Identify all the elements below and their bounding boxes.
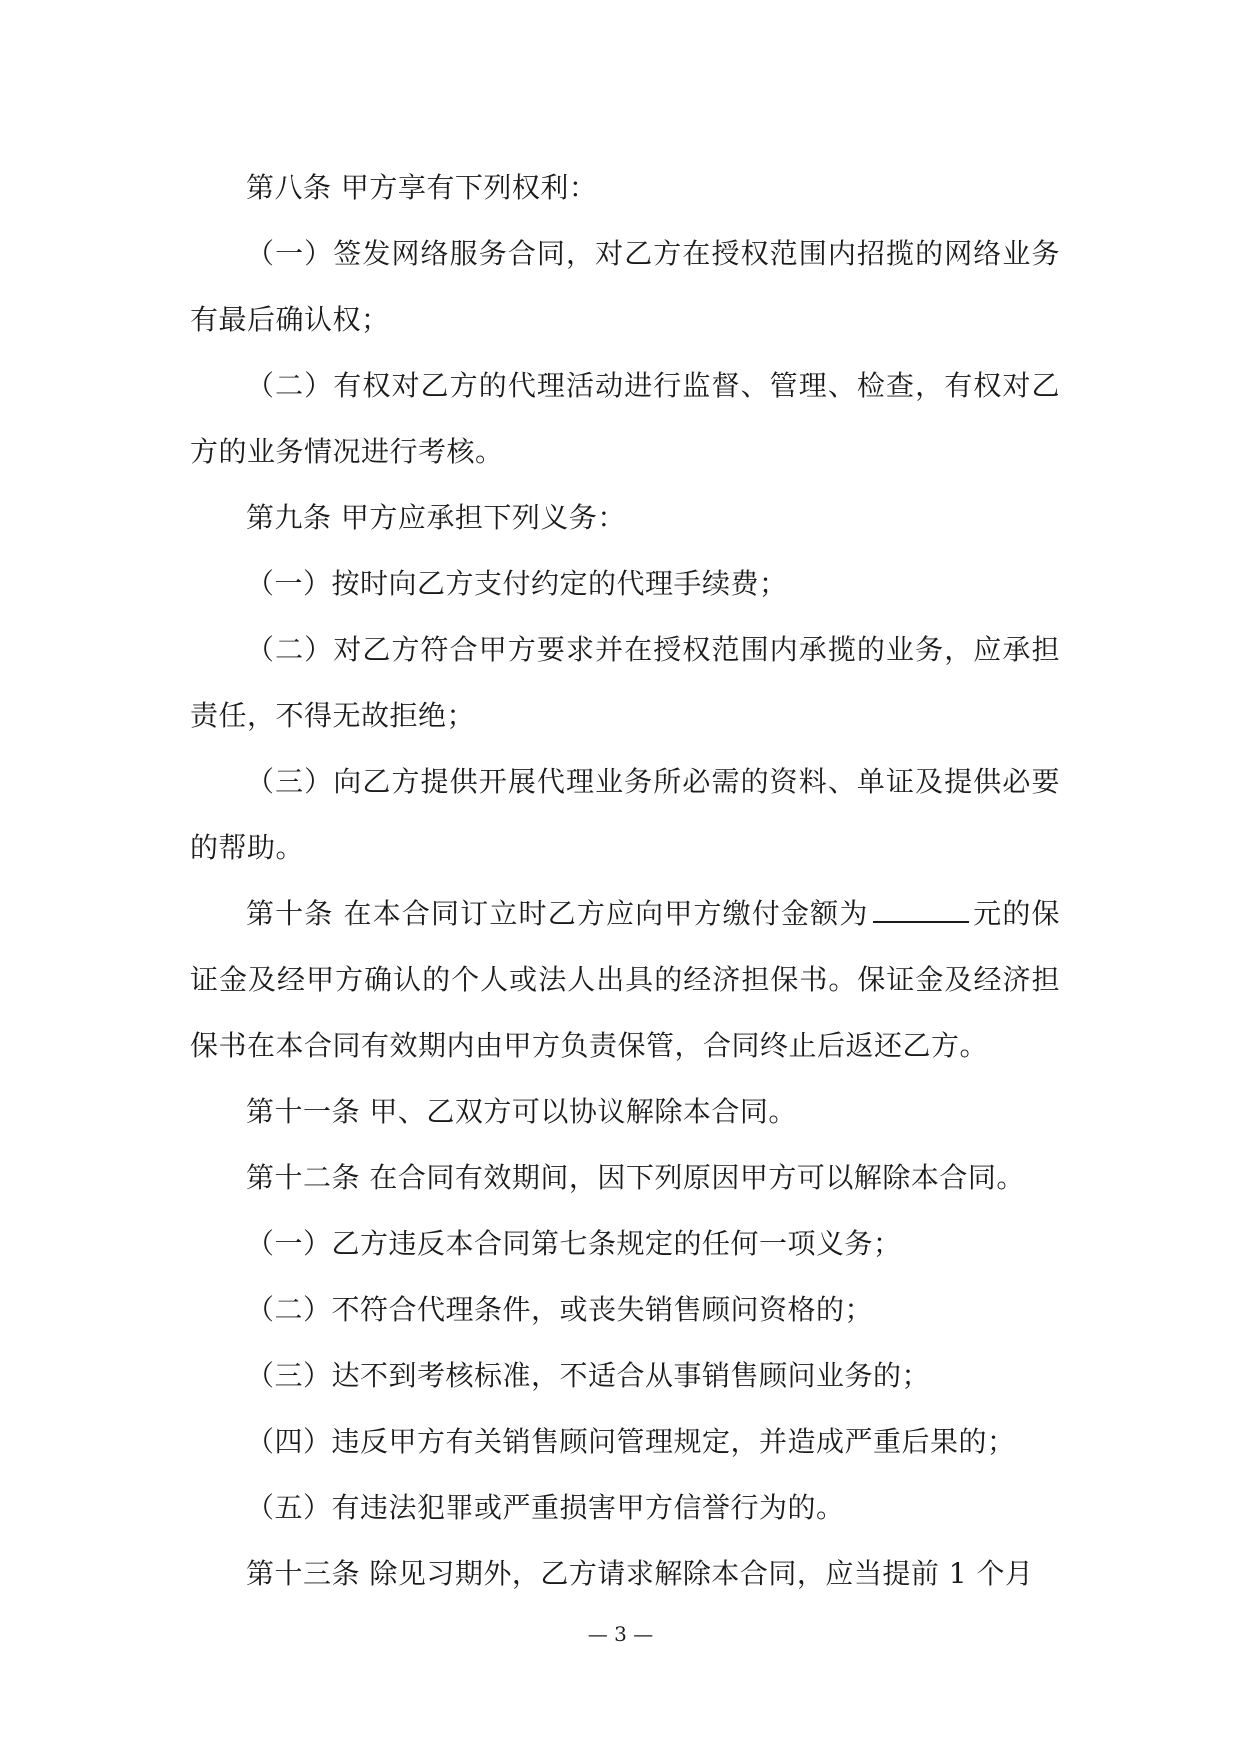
- document-body: [190, 155, 1060, 1607]
- article-10: [190, 881, 1060, 1079]
- article-12-item-2: （二）不符合代理条件，或丧失销售顾问资格的；: [246, 1293, 874, 1326]
- article-9-item-1: （一）按时向乙方支付约定的代理手续费；: [246, 567, 788, 600]
- article-12-item-4: （四）违反甲方有关销售顾问管理规定，并造成严重后果的；: [246, 1425, 1016, 1458]
- article-13: 第十三条 除见习期外，乙方请求解除本合同，应当提前 1 个月: [246, 1557, 1034, 1590]
- article-12-item-5: （五）有违法犯罪或严重损害甲方信誉行为的。: [246, 1491, 845, 1524]
- article-10-text-before: 第十条 在本合同订立时乙方应向甲方缴付金额为: [246, 897, 869, 930]
- article-9-item-2: （二）对乙方符合甲方要求并在授权范围内承揽的业务，应承担责任，不得无故拒绝；: [190, 633, 1060, 732]
- article-11: 第十一条 甲、乙双方可以协议解除本合同。: [246, 1095, 797, 1128]
- article-12-heading: 第十二条 在合同有效期间，因下列原因甲方可以解除本合同。: [246, 1161, 1025, 1194]
- page-number: — 3 —: [587, 1622, 654, 1646]
- article-9-item-3: （三）向乙方提供开展代理业务所必需的资料、单证及提供必要的帮助。: [190, 765, 1060, 864]
- article-8-item-1: （一）签发网络服务合同，对乙方在授权范围内招揽的网络业务有最后确认权；: [190, 237, 1060, 336]
- article-10-text-after: 元的保证金及经甲方确认的个人或法人出具的经济担保书。保证金及经济担保书在本合同有效期内由甲方负责保管，合同终止后返还乙方。: [190, 897, 1060, 1062]
- article-8-item-2: （二）有权对乙方的代理活动进行监督、管理、检查，有权对乙方的业务情况进行考核。: [190, 369, 1060, 468]
- article-8-heading: 第八条 甲方享有下列权利：: [246, 171, 598, 204]
- article-9-heading: 第九条 甲方应承担下列义务：: [246, 501, 626, 534]
- amount-blank-line: [873, 897, 969, 923]
- article-12-item-3: （三）达不到考核标准，不适合从事销售顾问业务的；: [246, 1359, 931, 1392]
- article-12-item-1: （一）乙方违反本合同第七条规定的任何一项义务；: [246, 1227, 902, 1260]
